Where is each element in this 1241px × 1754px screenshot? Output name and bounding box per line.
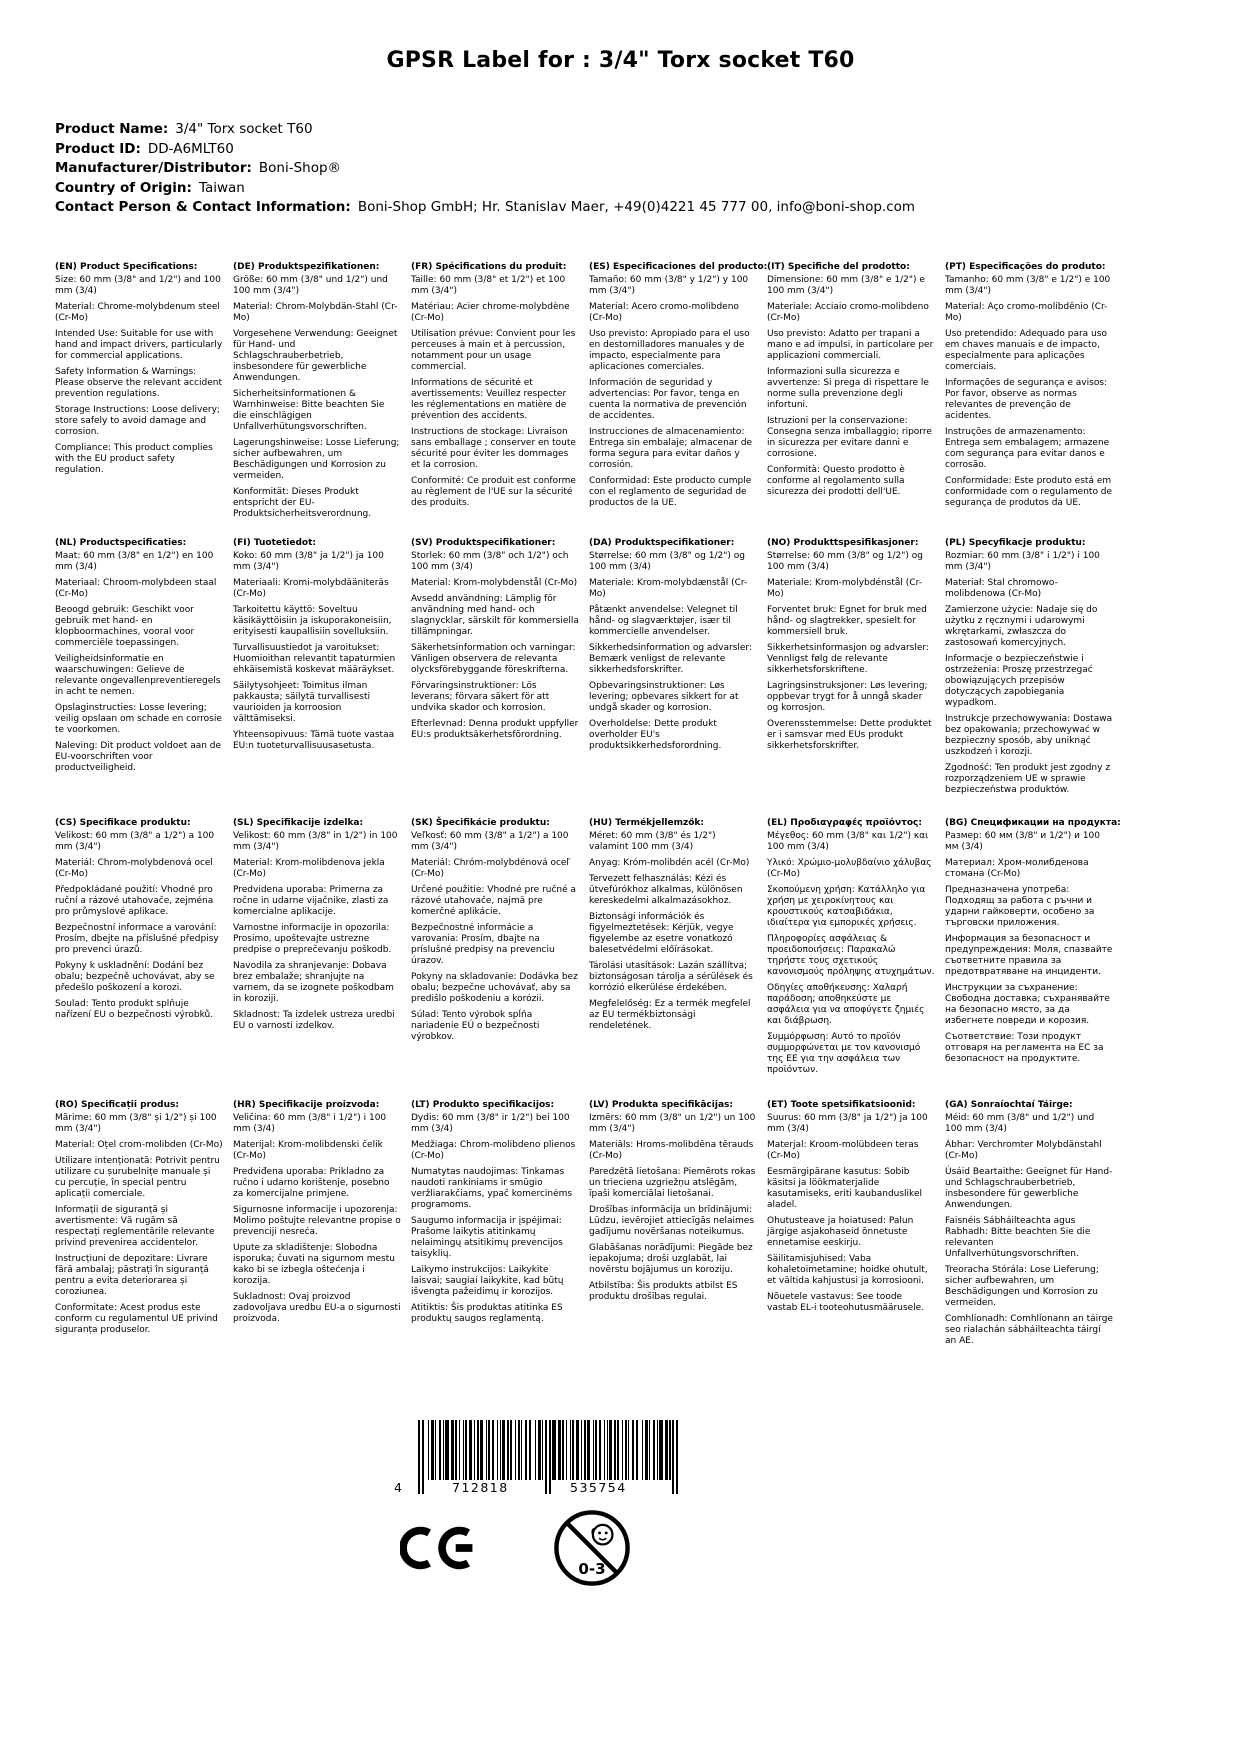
spec-paragraph: Mărime: 60 mm (3/8" și 1/2") și 100 mm (3/4") xyxy=(55,1113,217,1134)
spec-block-heading: (CS) Specifikace produktu: xyxy=(55,818,191,828)
spec-paragraph: Drošības informācija un brīdinājumi: Lūdzu, ievērojiet attiecīgās nelaimes gadījumu novēršanas noteikumus. xyxy=(589,1205,755,1237)
spec-block-heading: (HR) Specifikacije proizvoda: xyxy=(233,1100,380,1110)
spec-block-heading: (IT) Specifiche del prodotto: xyxy=(767,262,910,272)
spec-paragraph: Información de seguridad y advertencias: Por favor, tenga en cuenta la normativa de prevención de accidentes. xyxy=(589,378,747,421)
spec-paragraph: Yhteensopivuus: Tämä tuote vastaa EU:n tuoteturvallisuusasetusta. xyxy=(233,730,395,751)
spec-paragraph: Numatytas naudojimas: Tinkamas naudoti rankiniams ir smūgio veržliarakčiams, ypač komercinėms programoms. xyxy=(411,1167,573,1210)
spec-paragraph: Säilitamisjuhised: Vaba kohaletoimetamine; hoidke ohutult, et vältida kahjustusi ja korrosiooni. xyxy=(767,1254,928,1286)
spec-paragraph: Úsáid Beartaithe: Geeignet für Hand- und Schlagschrauberbetrieb, insbesondere für gewerbliche Anwendungen. xyxy=(945,1167,1113,1210)
spec-paragraph: Σκοπούμενη χρήση: Κατάλληλο για χρήση με χειροκίνητους και κρουστικούς κατσαβιδάκια, ιδιαίτερα για εμπορικές χρήσεις. xyxy=(767,885,926,928)
spec-paragraph: Uso pretendido: Adequado para uso em chaves manuais e de impacto, especialmente para aplicações comerciais. xyxy=(945,329,1107,372)
product-info-row xyxy=(55,140,915,160)
spec-paragraph: Informazioni sulla sicurezza e avvertenze: Si prega di rispettare le norme sulla prevenzione degli infortuni. xyxy=(767,367,929,410)
spec-paragraph: Инструкции за съхранение: Свободна доставка; съхранявайте на безопасно място, за да избегнете повреди и корозия. xyxy=(945,983,1110,1026)
spec-paragraph: Safety Information & Warnings: Please observe the relevant accident prevention regulations. xyxy=(55,367,222,399)
product-name-value: 3/4" Torx socket T60 xyxy=(175,121,313,137)
spec-paragraph: Taille: 60 mm (3/8" et 1/2") et 100 mm (3/4") xyxy=(411,275,566,296)
spec-paragraph: Atitiktis: Šis produktas atitinka ES produktų saugos reglamentą. xyxy=(411,1303,563,1324)
spec-paragraph: Μέγεθος: 60 mm (3/8" και 1/2") και 100 mm (3/4) xyxy=(767,831,929,852)
spec-paragraph: Zgodność: Ten produkt jest zgodny z rozporządzeniem UE w sprawie bezpieczeństwa produktów. xyxy=(945,763,1111,795)
spec-paragraph: Megfelelőség: Ez a termék megfelel az EU termékbiztonsági rendeletének. xyxy=(589,999,751,1031)
spec-paragraph: Tervezett felhasználás: Kézi és ütvefúrókhoz alkalmas, különösen kereskedelmi alkalmazásokhoz. xyxy=(589,874,743,906)
spec-block-body xyxy=(945,551,1113,796)
spec-paragraph: Materiaali: Kromi-molybdääniteräs (Cr-Mo) xyxy=(233,578,389,599)
spec-block-body xyxy=(589,275,757,509)
spec-block-body xyxy=(411,1113,579,1325)
manufacturer-value: Boni-Shop® xyxy=(258,160,342,176)
spec-block-heading: (LT) Produkto specifikacijos: xyxy=(411,1100,555,1110)
spec-block-hr xyxy=(233,1100,401,1352)
spec-block-en xyxy=(55,262,223,538)
spec-paragraph: Ábhar: Verchromter Molybdänstahl (Cr-Mo) xyxy=(945,1140,1102,1161)
spec-paragraph: Conformidad: Este producto cumple con el reglamento de seguridad de productos de la UE. xyxy=(589,476,752,508)
spec-paragraph: Informacje o bezpieczeństwie i ostrzeżenia: Proszę przestrzegać obowiązujących przepisów dotyczących zapobiegania wypadkom. xyxy=(945,654,1093,708)
spec-paragraph: Materiál: Chrom-molybdenová ocel (Cr-Mo) xyxy=(55,858,213,879)
spec-paragraph: Paredzētā lietošana: Piemērots rokas un trieciena uzgriežņu atslēgām, īpaši komerciālai lietošanai. xyxy=(589,1167,756,1199)
spec-paragraph: Предназначена употреба: Подходящ за работа с ръчни и ударни гайковерти, особено за търговски приложения. xyxy=(945,885,1095,928)
footer xyxy=(0,1400,1241,1754)
spec-paragraph: Forventet bruk: Egnet for bruk med hånd- og slagtrekker, spesielt for kommersiell bruk. xyxy=(767,605,927,637)
spec-paragraph: Materiale: Krom-molybdænstål (Cr-Mo) xyxy=(589,578,748,599)
spec-paragraph: Uso previsto: Apropiado para el uso en destornilladores manuales y de impacto, especialmente para aplicaciones comerciales. xyxy=(589,329,750,372)
spec-paragraph: Utilisation prévue: Convient pour les perceuses à main et à percussion, notamment pour un usage commercial. xyxy=(411,329,576,372)
country-of-origin-value: Taiwan xyxy=(198,179,245,196)
spec-paragraph: Overholdelse: Dette produkt overholder EU's produktsikkerhedsforordning. xyxy=(589,719,722,751)
spec-paragraph: Informații de siguranță și avertismente: Vă rugăm să respectați reglementările relevante privind prevenirea accidentelor. xyxy=(55,1205,215,1248)
product-info-row xyxy=(55,179,915,199)
spec-block-fi xyxy=(233,538,401,818)
spec-block-heading: (SL) Specifikacije izdelka: xyxy=(233,818,364,828)
spec-paragraph: Koko: 60 mm (3/8" ja 1/2") ja 100 mm (3/4") xyxy=(233,551,384,572)
spec-paragraph: Veličina: 60 mm (3/8" i 1/2") i 100 mm (3/4) xyxy=(233,1113,387,1134)
barcode-digit-group2: 535754 xyxy=(570,1480,627,1495)
spec-block-body xyxy=(945,275,1113,509)
spec-paragraph: Compliance: This product complies with the EU product safety regulation. xyxy=(55,443,213,475)
spec-paragraph: Conformidade: Este produto está em conformidade com o regulamento de segurança de produtos da UE. xyxy=(945,476,1113,508)
product-id-value: DD-A6MLT60 xyxy=(147,140,234,157)
spec-paragraph: Πληροφορίες ασφάλειας & προειδοποιήσεις: Παρακαλώ τηρήστε τους σχετικούς κανονισμούς πρόληψης ατυχημάτων. xyxy=(767,934,935,977)
page-title: GPSR Label for : 3/4" Torx socket T60 xyxy=(386,48,855,73)
spec-paragraph: Pokyny na skladovanie: Dodávka bez obalu; bezpečne uchovávať, aby sa predišlo poškodeniu a korózii. xyxy=(411,972,578,1004)
spec-block-heading: (ET) Toote spetsifikatsioonid: xyxy=(767,1100,916,1110)
spec-block-hu xyxy=(589,818,757,1100)
spec-paragraph: Matériau: Acier chrome-molybdène (Cr-Mo) xyxy=(411,302,570,323)
spec-paragraph: Dydis: 60 mm (3/8" ir 1/2") bei 100 mm (3/4) xyxy=(411,1113,570,1134)
spec-paragraph: Conformité: Ce produit est conforme au règlement de l'UE sur la sécurité des produits. xyxy=(411,476,576,508)
spec-paragraph: Izmērs: 60 mm (3/8" un 1/2") un 100 mm (3/4") xyxy=(589,1113,756,1134)
spec-block-heading: (EN) Product Specifications: xyxy=(55,262,198,272)
spec-paragraph: Opbevaringsinstruktioner: Løs levering; opbevares sikkert for at undgå skader og korrosion. xyxy=(589,681,739,713)
spec-block-body xyxy=(945,1113,1113,1347)
ce-mark-icon xyxy=(400,1522,478,1574)
spec-paragraph: Sikkerhetsinformasjon og advarsler: Vennligst følg de relevante sikkerhetsforskriftene. xyxy=(767,643,929,675)
spec-paragraph: Bezpečnostné informácie a varovania: Prosím, dbajte na príslušné predpisy na prevenciu úrazov. xyxy=(411,923,555,966)
spec-block-heading: (EL) Προδιαγραφές προϊόντος: xyxy=(767,818,922,828)
product-info-row xyxy=(55,198,915,218)
spec-paragraph: Tamanho: 60 mm (3/8" e 1/2") e 100 mm (3/4") xyxy=(945,275,1111,296)
spec-block-body xyxy=(945,831,1113,1065)
spec-paragraph: Maat: 60 mm (3/8" en 1/2") en 100 mm (3/4) xyxy=(55,551,214,572)
barcode-digit-group1: 712818 xyxy=(452,1480,509,1495)
contact-value: Boni-Shop GmbH; Hr. Stanislav Maer, +49(0)4221 45 777 00, info@boni-shop.com xyxy=(357,199,916,215)
spec-paragraph: Comhlíonadh: Comhlíonann an táirge seo rialachán sábháilteachta táirgí an AE. xyxy=(945,1314,1113,1346)
spec-paragraph: Materiāls: Hroms-molibdēna tērauds (Cr-Mo) xyxy=(589,1140,754,1161)
spec-block-pt xyxy=(945,262,1113,538)
manufacturer-label: Manufacturer/Distributor: xyxy=(55,160,252,176)
spec-paragraph: Material: Oțel crom-molibden (Cr-Mo) xyxy=(55,1140,223,1150)
spec-block-body xyxy=(589,551,757,752)
spec-block-heading: (ES) Especificaciones del producto: xyxy=(589,262,768,272)
spec-block-sk xyxy=(411,818,579,1100)
spec-block-heading: (SK) Špecifikácie produktu: xyxy=(411,818,550,828)
spec-block-body xyxy=(767,831,935,1076)
spec-block-body xyxy=(55,831,223,1021)
spec-paragraph: Avsedd användning: Lämplig för användning med hand- och slagnycklar, särskilt för kommersiella tillämpningar. xyxy=(411,594,579,637)
spec-paragraph: Materijal: Krom-molibdenski čelik (Cr-Mo) xyxy=(233,1140,383,1161)
spec-paragraph: Biztonsági információk és figyelmeztetések: Kérjük, vegye figyelembe az esetre vonatkozó balesetvédelmi előírásokat. xyxy=(589,912,734,955)
spec-paragraph: Zamierzone użycie: Nadaje się do użytku z ręcznymi i udarowymi wkrętarkami, zwłaszcza do zastosowań komercyjnych. xyxy=(945,605,1098,648)
spec-paragraph: Storage Instructions: Loose delivery; store safely to avoid damage and corrosion. xyxy=(55,405,220,437)
spec-paragraph: Méret: 60 mm (3/8" és 1/2") valamint 100 mm (3/4) xyxy=(589,831,716,852)
spec-paragraph: Material: Krom-molibdenova jekla (Cr-Mo) xyxy=(233,858,385,879)
spec-block-body xyxy=(233,275,401,520)
spec-block-heading: (HU) Termékjellemzők: xyxy=(589,818,705,828)
spec-block-body xyxy=(767,275,935,498)
spec-paragraph: Naleving: Dit product voldoet aan de EU-voorschriften voor productveiligheid. xyxy=(55,741,222,773)
spec-paragraph: Instrukcje przechowywania: Dostawa bez opakowania; przechowywać w bezpieczny sposób, aby uniknąć uszkodzeń i korozji. xyxy=(945,714,1113,757)
spec-block-body xyxy=(233,831,401,1032)
spec-paragraph: Nõuetele vastavus: See toode vastab EL-i tooteohutusmäärusele. xyxy=(767,1292,925,1313)
spec-block-da xyxy=(589,538,757,818)
spec-paragraph: Informations de sécurité et avertissements: Veuillez respecter les réglementations en matière de prévention des accidents. xyxy=(411,378,567,421)
spec-paragraph: Tárolási utasítások: Lazán szállítva; biztonságosan tárolja a sérülések és korrózió elkerülése érdekében. xyxy=(589,961,753,993)
spec-paragraph: Instructions de stockage: Livraison sans emballage ; conserver en toute sécurité pour éviter les dommages et la corrosion. xyxy=(411,427,576,470)
spec-block-no xyxy=(767,538,935,818)
spec-paragraph: Medžiaga: Chrom-molibdeno plienos (Cr-Mo) xyxy=(411,1140,576,1161)
spec-paragraph: Vorgesehene Verwendung: Geeignet für Hand- und Schlagschrauberbetrieb, insbesondere für gewerbliche Anwendungen. xyxy=(233,329,398,383)
contact-label: Contact Person & Contact Information: xyxy=(55,199,351,215)
spec-paragraph: Bezpečnostní informace a varování: Prosím, dbejte na příslušné předpisy pro prevenci úrazů. xyxy=(55,923,219,955)
spec-paragraph: Größe: 60 mm (3/8" und 1/2") und 100 mm (3/4") xyxy=(233,275,388,296)
spec-block-body xyxy=(589,1113,757,1303)
spec-block-heading: (DE) Produktspezifikationen: xyxy=(233,262,380,272)
spec-paragraph: Suurus: 60 mm (3/8" ja 1/2") ja 100 mm (3/4) xyxy=(767,1113,928,1134)
spec-paragraph: Påtænkt anvendelse: Velegnet til hånd- og slagværktøjer, især til kommercielle anvendelser. xyxy=(589,605,738,637)
spec-block-body xyxy=(411,831,579,1043)
spec-block-heading: (FR) Spécifications du produit: xyxy=(411,262,567,272)
age-warning-label: 0-3 xyxy=(578,1559,606,1578)
spec-paragraph: Predviđena uporaba: Prikladno za ručno i udarno korištenje, posebno za komercijalne primjene. xyxy=(233,1167,390,1199)
product-name-label: Product Name: xyxy=(55,121,169,137)
spec-paragraph: Upute za skladištenje: Slobodna isporuka; čuvati na sigurnom mestu kako bi se izbegla oštećenja i korozija. xyxy=(233,1243,395,1286)
spec-paragraph: Saugumo informacija ir įspėjimai: Prašome laikytis atitinkamų nelaimingų atsitikimų prevencijos taisyklių. xyxy=(411,1216,563,1259)
spec-paragraph: Размер: 60 мм (3/8" и 1/2") и 100 мм (3/4) xyxy=(945,831,1101,852)
spec-paragraph: Ohutusteave ja hoiatused: Palun järgige asjakohaseid õnnetuste ennetamise eeskirju. xyxy=(767,1216,914,1248)
spec-paragraph: Sigurnosne informacije i upozorenja: Molimo poštujte relevantne propise o prevenciji nesreća. xyxy=(233,1205,401,1237)
spec-paragraph: Συμμόρφωση: Αυτό το προϊόν συμμορφώνεται με τον κανονισμό της ΕΕ για την ασφάλεια των προϊόντων. xyxy=(767,1032,921,1075)
spec-paragraph: Glabāšanas norādījumi: Piegāde bez iepakojuma; droši uzglabāt, lai novērstu bojājumus un koroziju. xyxy=(589,1243,753,1275)
spec-paragraph: Информация за безопасност и предупреждения: Моля, спазвайте съответните правила за предотвратяване на инциденти. xyxy=(945,934,1113,977)
spec-paragraph: Rozmiar: 60 mm (3/8" i 1/2") i 100 mm (3/4") xyxy=(945,551,1100,572)
spec-paragraph: Conformitate: Acest produs este conform cu regulamentul UE privind siguranța produselor. xyxy=(55,1303,218,1335)
spec-block-heading: (PT) Especificações do produto: xyxy=(945,262,1106,272)
barcode xyxy=(390,1420,680,1500)
spec-block-body xyxy=(411,275,579,509)
spec-paragraph: Opslaginstructies: Losse levering; veilig opslaan om schade en corrosie te voorkomen. xyxy=(55,703,222,735)
spec-block-heading: (PL) Specyfikacje produktu: xyxy=(945,538,1086,548)
spec-paragraph: Soulad: Tento produkt splňuje nařízení EU o bezpečnosti výrobků. xyxy=(55,999,214,1020)
product-info xyxy=(55,120,915,218)
spec-block-sv xyxy=(411,538,579,818)
spec-paragraph: Velikost: 60 mm (3/8" in 1/2") in 100 mm (3/4") xyxy=(233,831,398,852)
spec-paragraph: Veiligheidsinformatie en waarschuwingen: Gelieve de relevante ongevallenpreventieregels in acht te nemen. xyxy=(55,654,221,697)
spec-paragraph: Eesmärgipärane kasutus: Sobib käsitsi ja löökmaterjalide kasutamiseks, eriti kaubanduslikel aladel. xyxy=(767,1167,922,1210)
spec-paragraph: Materiał: Stal chromowo-molibdenowa (Cr-Mo) xyxy=(945,578,1058,599)
spec-block-el xyxy=(767,818,935,1100)
spec-paragraph: Súlad: Tento výrobok spĺňa nariadenie EÚ o bezpečnosti výrobkov. xyxy=(411,1010,540,1042)
spec-paragraph: Predvidena uporaba: Primerna za ročne in udarne vijačnike, zlasti za komercialne aplikacije. xyxy=(233,885,389,917)
spec-block-body xyxy=(233,551,401,752)
spec-block-body xyxy=(233,1113,401,1325)
spec-block-heading: (NL) Productspecificaties: xyxy=(55,538,187,548)
spec-paragraph: Tamaño: 60 mm (3/8" y 1/2") y 100 mm (3/4") xyxy=(589,275,749,296)
spec-paragraph: Size: 60 mm (3/8" and 1/2") and 100 mm (3/4) xyxy=(55,275,221,296)
product-info-row xyxy=(55,120,915,140)
spec-block-sl xyxy=(233,818,401,1100)
spec-paragraph: Dimensione: 60 mm (3/8" e 1/2") e 100 mm (3/4") xyxy=(767,275,925,296)
spec-paragraph: Méid: 60 mm (3/8" und 1/2") und 100 mm (3/4) xyxy=(945,1113,1095,1134)
spec-block-heading: (FI) Tuotetiedot: xyxy=(233,538,317,548)
spec-block-heading: (SV) Produktspecifikationer: xyxy=(411,538,556,548)
spec-block-pl xyxy=(945,538,1113,818)
spec-block-heading: (RO) Specificații produs: xyxy=(55,1100,179,1110)
spec-paragraph: Beoogd gebruik: Geschikt voor gebruik met hand- en klopboormachines, vooral voor commerciële toepassingen. xyxy=(55,605,195,648)
product-id-label: Product ID: xyxy=(55,140,141,157)
spec-block-et xyxy=(767,1100,935,1352)
spec-block-lt xyxy=(411,1100,579,1352)
spec-paragraph: Størrelse: 60 mm (3/8" og 1/2") og 100 mm (3/4) xyxy=(589,551,745,572)
spec-paragraph: Efterlevnad: Denna produkt uppfyller EU:s produktsäkerhetsförordning. xyxy=(411,719,579,740)
spec-paragraph: Veľkosť: 60 mm (3/8" a 1/2") a 100 mm (3/4") xyxy=(411,831,569,852)
spec-block-body xyxy=(55,1113,223,1336)
spec-paragraph: Υλικό: Χρώμιο-μολυβδαίνιο χάλυβας (Cr-Mo) xyxy=(767,858,932,879)
spec-paragraph: Materiale: Acciaio cromo-molibdeno (Cr-Mo) xyxy=(767,302,929,323)
spec-paragraph: Skladnost: Ta izdelek ustreza uredbi EU o varnosti izdelkov. xyxy=(233,1010,395,1031)
spec-paragraph: Sicherheitsinformationen & Warnhinweise: Bitte beachten Sie die einschlägigen Unfallverhütungsvorschriften. xyxy=(233,389,385,432)
spec-paragraph: Material: Aço cromo-molibdênio (Cr-Mo) xyxy=(945,302,1108,323)
spec-paragraph: Материал: Хром-молибденова стомана (Cr-Mo) xyxy=(945,858,1089,879)
spec-block-cs xyxy=(55,818,223,1100)
spec-block-heading: (NO) Produkttspesifikasjoner: xyxy=(767,538,919,548)
spec-block-fr xyxy=(411,262,579,538)
spec-paragraph: Varnostne informacije in opozorila: Prosimo, upoštevajte ustrezne predpise o preprečevanju poškodb. xyxy=(233,923,392,955)
spec-paragraph: Lagringsinstruksjoner: Løs levering; oppbevar trygt for å unngå skader og korrosjon. xyxy=(767,681,928,713)
spec-paragraph: Overensstemmelse: Dette produktet er i samsvar med EUs produkt sikkerhetsforskrifter. xyxy=(767,719,932,751)
spec-paragraph: Anyag: Króm-molibdén acél (Cr-Mo) xyxy=(589,858,750,868)
spec-paragraph: Material: Chrom-Molybdän-Stahl (Cr-Mo) xyxy=(233,302,398,323)
spec-block-heading: (BG) Спецификации на продукта: xyxy=(945,818,1121,828)
product-info-row xyxy=(55,159,915,179)
spec-paragraph: Informações de segurança e avisos: Por favor, observe as normas relevantes de prevenção de acidentes. xyxy=(945,378,1108,421)
spec-block-bg xyxy=(945,818,1121,1100)
spec-block-body xyxy=(767,1113,935,1314)
spec-block-body xyxy=(55,275,223,476)
spec-block-heading: (LV) Produkta specifikācijas: xyxy=(589,1100,733,1110)
spec-paragraph: Laikymo instrukcijos: Laikykite laisvai; saugiai laikykite, kad būtų išvengta pažeidimų ir korozijos. xyxy=(411,1265,564,1297)
spec-paragraph: Sikkerhedsinformation og advarsler: Bemærk venligst de relevante sikkerhedsforskrifter. xyxy=(589,643,752,675)
spec-paragraph: Istruzioni per la conservazione: Consegna senza imballaggio; riporre in sicurezza per evitare danni e corrosione. xyxy=(767,416,932,459)
spec-paragraph: Tarkoitettu käyttö: Soveltuu käsikäyttöisiin ja iskuporakoneisiin, erityisesti kaupallisiin sovelluksiin. xyxy=(233,605,392,637)
spec-block-it xyxy=(767,262,935,538)
spec-block-ro xyxy=(55,1100,223,1352)
spec-paragraph: Materjal: Kroom-molübdeen teras (Cr-Mo) xyxy=(767,1140,919,1161)
spec-paragraph: Faisnéis Sábháilteachta agus Rabhadh: Bitte beachten Sie die relevanten Unfallverhütungsvorschriften. xyxy=(945,1216,1091,1259)
spec-paragraph: Určené použitie: Vhodné pre ručné a rázové utahovače, najmä pre komerčné aplikácie. xyxy=(411,885,577,917)
spec-paragraph: Materiale: Krom-molybdénstål (Cr-Mo) xyxy=(767,578,922,599)
spec-block-lv xyxy=(589,1100,757,1352)
spec-paragraph: Navodila za shranjevanje: Dobava brez embalaže; shranjujte na varnem, da se izognete poškodbam in koroziji. xyxy=(233,961,394,1004)
spec-paragraph: Säilytysohjeet: Toimitus ilman pakkausta; säilytä turvallisesti vaurioiden ja korroosion välttämiseksi. xyxy=(233,681,370,724)
country-of-origin-label: Country of Origin: xyxy=(55,179,192,196)
spec-paragraph: Konformität: Dieses Produkt entspricht der EU-Produktsicherheitsverordnung. xyxy=(233,487,372,519)
spec-paragraph: Treoracha Stórála: Lose Lieferung; sicher aufbewahren, um Beschädigungen und Korrosion zu vermeiden. xyxy=(945,1265,1099,1308)
barcode-digit-lead: 4 xyxy=(394,1480,404,1495)
spec-paragraph: Conformità: Questo prodotto è conforme al regolamento sulla sicurezza dei prodotti dell'UE. xyxy=(767,465,905,497)
spec-block-body xyxy=(767,551,935,752)
spec-block-heading: (GA) Sonraíochtaí Táirge: xyxy=(945,1100,1073,1110)
spec-paragraph: Säkerhetsinformation och varningar: Vänligen observera de relevanta olycksförebyggande föreskrifterna. xyxy=(411,643,576,675)
spec-paragraph: Atbilstība: Šis produkts atbilst ES produktu drošības regulai. xyxy=(589,1281,738,1302)
spec-paragraph: Materiál: Chróm-molybdénová oceľ (Cr-Mo) xyxy=(411,858,570,879)
spec-paragraph: Lagerungshinweise: Losse Lieferung; sicher aufbewahren, um Beschädigungen und Korrosion zu vermeiden. xyxy=(233,438,400,481)
spec-paragraph: Størrelse: 60 mm (3/8" og 1/2") og 100 mm (3/4) xyxy=(767,551,923,572)
spec-grid xyxy=(55,262,1121,1352)
spec-paragraph: Uso previsto: Adatto per trapani a mano e ad impulsi, in particolare per applicazioni commerciali. xyxy=(767,329,934,361)
spec-block-body xyxy=(411,551,579,741)
spec-paragraph: Material: Acero cromo-molibdeno (Cr-Mo) xyxy=(589,302,739,323)
spec-paragraph: Storlek: 60 mm (3/8" och 1/2") och 100 mm (3/4) xyxy=(411,551,569,572)
spec-paragraph: Sukladnost: Ovaj proizvod zadovoljava uredbu EU-a o sigurnosti proizvoda. xyxy=(233,1292,401,1324)
spec-block-heading: (DA) Produktspecifikationer: xyxy=(589,538,735,548)
spec-paragraph: Instrucțiuni de depozitare: Livrare fără ambalaj; păstrați în siguranță pentru a evita deteriorarea și coroziunea. xyxy=(55,1254,209,1297)
spec-paragraph: Předpokládané použití: Vhodné pro ruční a rázové utahovače, zejména pro průmyslové aplikace. xyxy=(55,885,214,917)
spec-paragraph: Pokyny k uskladnění: Dodání bez obalu; bezpečně uchovávat, aby se předešlo poškození a korozi. xyxy=(55,961,215,993)
spec-paragraph: Οδηγίες αποθήκευσης: Χαλαρή παράδοση; αποθηκεύστε με ασφάλεια για να αποφύγετε ζημιές και διάβρωση. xyxy=(767,983,925,1026)
spec-block-es xyxy=(589,262,768,538)
spec-paragraph: Materiaal: Chroom-molybdeen staal (Cr-Mo) xyxy=(55,578,217,599)
spec-block-body xyxy=(55,551,223,774)
spec-block-ga xyxy=(945,1100,1113,1352)
spec-paragraph: Velikost: 60 mm (3/8" a 1/2") a 100 mm (3/4") xyxy=(55,831,215,852)
spec-block-de xyxy=(233,262,401,538)
spec-paragraph: Instrucciones de almacenamiento: Entrega sin embalaje; almacenar de forma segura para evitar daños y corrosión. xyxy=(589,427,753,470)
spec-paragraph: Turvallisuustiedot ja varoitukset: Huomioithan relevantit tapaturmien ehkäisemistä koskevat määräykset. xyxy=(233,643,396,675)
spec-paragraph: Intended Use: Suitable for use with hand and impact drivers, particularly for commercial applications. xyxy=(55,329,223,361)
spec-block-nl xyxy=(55,538,223,818)
spec-paragraph: Съответствие: Този продукт отговаря на регламента на ЕС за безопасност на продуктите. xyxy=(945,1032,1104,1064)
spec-paragraph: Material: Chrome-molybdenum steel (Cr-Mo) xyxy=(55,302,220,323)
age-warning-icon xyxy=(552,1508,632,1588)
spec-paragraph: Utilizare intenționată: Potrivit pentru utilizare cu șurubelnițe manuale și cu percuție, în special pentru aplicații comerciale. xyxy=(55,1156,220,1199)
spec-paragraph: Instruções de armazenamento: Entrega sem embalagem; armazene com segurança para evitar danos e corrosão. xyxy=(945,427,1110,470)
spec-block-body xyxy=(589,831,757,1032)
spec-paragraph: Material: Krom-molybdenstål (Cr-Mo) xyxy=(411,578,578,588)
spec-paragraph: Förvaringsinstruktioner: Lös leverans; förvara säkert för att undvika skador och korrosion. xyxy=(411,681,550,713)
